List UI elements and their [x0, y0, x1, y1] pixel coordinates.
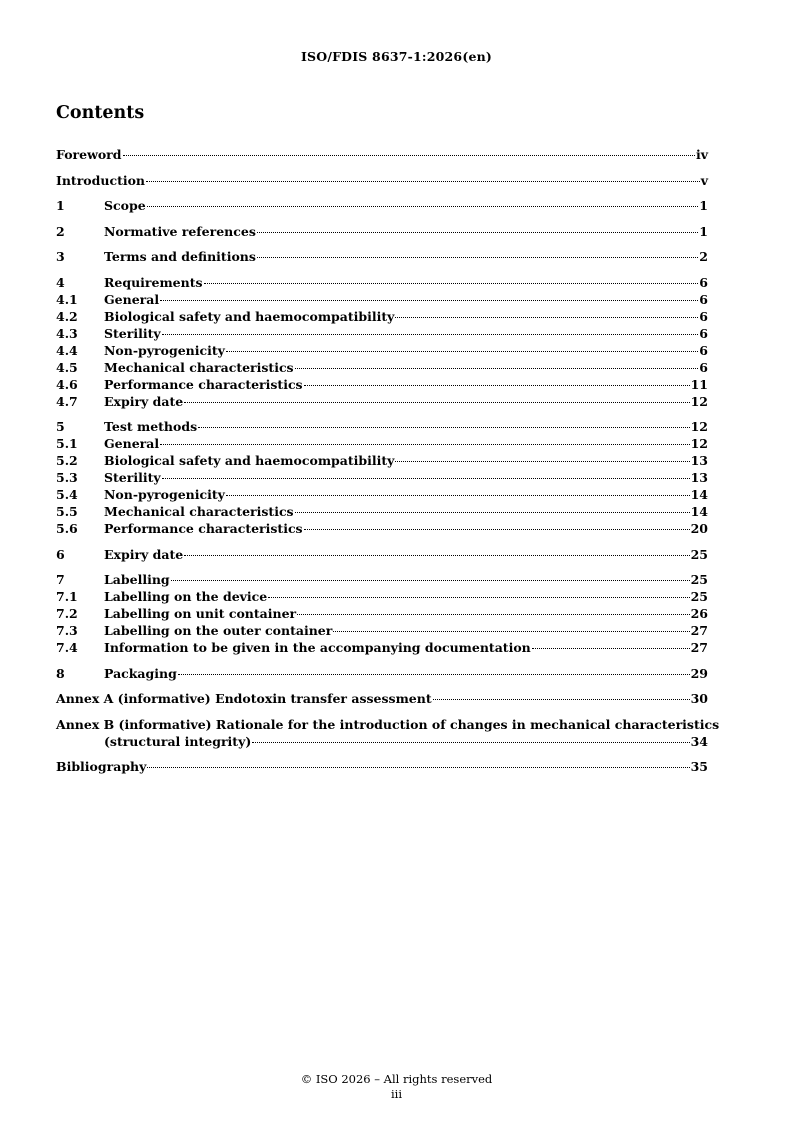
- toc-entries: [56, 146, 708, 707]
- toc-entry[interactable]: [56, 588, 708, 605]
- dot-leader: [184, 402, 689, 403]
- toc-entry[interactable]: [56, 622, 708, 639]
- toc-entry-text: Non-pyrogenicity: [104, 342, 225, 358]
- toc-entry-text: Terms and definitions: [104, 249, 256, 264]
- toc-entry[interactable]: [56, 639, 708, 656]
- toc-entry-page: v: [700, 172, 708, 188]
- toc-entry[interactable]: [56, 172, 708, 189]
- dot-leader: [304, 385, 690, 386]
- toc-entry-page: 6: [699, 291, 708, 307]
- dot-leader: [532, 648, 690, 649]
- toc-entry[interactable]: [56, 359, 708, 376]
- toc-entry-number: 4.7: [56, 393, 78, 409]
- toc-entry-page: 34: [690, 733, 708, 749]
- toc-entry-text: General: [104, 436, 160, 451]
- dot-leader: [123, 155, 695, 156]
- toc-entry[interactable]: [56, 248, 708, 265]
- toc-entry-text: Expiry date: [104, 393, 184, 409]
- toc-entry-text: Packaging: [104, 665, 177, 681]
- toc-entry-number: 7.2: [56, 606, 78, 621]
- toc-entry[interactable]: [56, 197, 708, 214]
- dot-leader: [268, 597, 689, 598]
- toc-entry-page: 27: [690, 640, 708, 655]
- toc-entry-page: 12: [690, 393, 708, 409]
- toc-entry-number: 4.1: [56, 291, 78, 307]
- dot-leader: [147, 767, 689, 768]
- dot-leader: [160, 300, 698, 301]
- toc-entry-page: 6: [699, 274, 708, 290]
- dot-leader: [160, 444, 689, 445]
- toc-entry-page: 27: [690, 623, 708, 638]
- toc-entry[interactable]: [56, 571, 708, 588]
- toc-entry[interactable]: [56, 452, 708, 469]
- contents-title: Contents: [56, 103, 145, 123]
- toc-entry-number: 5: [56, 419, 65, 434]
- toc-entry[interactable]: [56, 342, 708, 359]
- dot-leader: [395, 461, 689, 462]
- toc-entry-text: Labelling on the device: [104, 589, 268, 604]
- toc-entry-page: 11: [690, 376, 708, 392]
- toc-entry-page: 26: [690, 606, 708, 621]
- toc-entry-text: Requirements: [104, 274, 203, 290]
- copyright-notice: © ISO 2026 – All rights reserved: [300, 1072, 493, 1086]
- toc-entry-number: 7.3: [56, 623, 78, 638]
- toc-entry-text: Labelling: [104, 572, 170, 587]
- toc-entry-page: iv: [695, 147, 708, 162]
- dot-leader: [395, 317, 698, 318]
- toc-entry-page: 12: [690, 436, 708, 451]
- toc-entry-text: Scope: [104, 198, 146, 213]
- toc-entry-number: 5.3: [56, 470, 78, 485]
- dot-leader: [171, 580, 690, 581]
- toc-entry-number: 1: [56, 198, 65, 213]
- toc-entry[interactable]: [56, 690, 708, 707]
- toc-entry-page: 13: [690, 470, 708, 485]
- dot-leader: [226, 351, 698, 352]
- toc-entry-page: 6: [699, 308, 708, 324]
- toc-entry-text: Sterility: [104, 470, 161, 485]
- toc-entry[interactable]: [56, 546, 708, 563]
- dot-leader: [257, 257, 698, 258]
- toc-entry-page: 14: [690, 487, 708, 502]
- toc-entry-text: Labelling on the outer container: [104, 623, 333, 638]
- toc-entry-page: 14: [690, 504, 708, 519]
- toc-entry[interactable]: [56, 520, 708, 537]
- toc-entry-bibliography[interactable]: [56, 758, 708, 775]
- toc-entry-text: Biological safety and haemocompatibility: [104, 453, 395, 468]
- toc-entry-text: Annex A (informative) Endotoxin transfer assessment: [56, 691, 432, 706]
- toc-entry[interactable]: [56, 376, 708, 393]
- dot-leader: [304, 529, 690, 530]
- toc-entry-text: Information to be given in the accompanying documentation: [104, 640, 531, 655]
- toc-entry[interactable]: [56, 469, 708, 486]
- dot-leader: [297, 614, 689, 615]
- toc-entry-page: 25: [690, 546, 708, 562]
- page-footer: [0, 1072, 793, 1102]
- toc-entry[interactable]: [56, 435, 708, 452]
- toc-entry-text: Performance characteristics: [104, 521, 303, 536]
- toc-entry-text: Mechanical characteristics: [104, 359, 294, 375]
- toc-entry-text: Bibliography: [56, 759, 147, 774]
- toc-entry-page: 20: [690, 521, 708, 536]
- toc-entry[interactable]: [56, 605, 708, 622]
- dot-leader: [184, 555, 689, 556]
- document-header: ISO/FDIS 8637-1:2026(en): [300, 49, 493, 64]
- toc-entry-page: 29: [690, 665, 708, 681]
- dot-leader: [257, 232, 698, 233]
- toc-entry-number: 4.6: [56, 376, 78, 392]
- page-number: iii: [390, 1087, 403, 1101]
- toc-entry-page: 6: [699, 342, 708, 358]
- toc-entry-number: 5.4: [56, 487, 78, 502]
- toc-entry-number: 7: [56, 572, 65, 587]
- toc-entry[interactable]: [56, 486, 708, 503]
- toc-entry-text: General: [104, 291, 160, 307]
- toc-entry-number: 6: [56, 546, 65, 562]
- toc-entry-number: 4.5: [56, 359, 78, 375]
- toc-entry-page: 35: [690, 759, 708, 774]
- dot-leader: [178, 674, 690, 675]
- dot-leader: [198, 427, 689, 428]
- dot-leader: [295, 512, 690, 513]
- toc-entry-number: 5.5: [56, 504, 78, 519]
- dot-leader: [333, 631, 689, 632]
- toc-entry-text: Non-pyrogenicity: [104, 487, 225, 502]
- toc-entry-number: 3: [56, 249, 65, 264]
- dot-leader: [433, 699, 690, 700]
- toc-entry-text: Introduction: [56, 172, 146, 188]
- toc-entry[interactable]: [56, 308, 708, 325]
- toc-entry[interactable]: [56, 291, 708, 308]
- toc-entry[interactable]: [56, 274, 708, 291]
- toc-entry-page: 12: [690, 419, 708, 434]
- toc-entry-page: 30: [690, 691, 708, 706]
- toc-entry-page: 25: [690, 572, 708, 587]
- toc-entry-text: Expiry date: [104, 546, 184, 562]
- toc-entry-text: Mechanical characteristics: [104, 504, 294, 519]
- toc-entry-number: 4.4: [56, 342, 78, 358]
- toc-entry[interactable]: [56, 325, 708, 342]
- dot-leader: [146, 181, 700, 182]
- toc-entry[interactable]: [56, 418, 708, 435]
- dot-leader: [147, 206, 699, 207]
- toc-entry-number: 5.1: [56, 436, 78, 451]
- toc-entry[interactable]: [56, 665, 708, 682]
- dot-leader: [162, 478, 690, 479]
- toc-entry-text: Sterility: [104, 325, 161, 341]
- dot-leader: [226, 495, 690, 496]
- toc-entry-text: Annex B (informative) Rationale for the introduction of changes in mechanical characteristics: [56, 716, 720, 732]
- toc-entry-text: Test methods: [104, 419, 198, 434]
- toc-entry-text: Performance characteristics: [104, 376, 303, 392]
- toc-entry[interactable]: [56, 223, 708, 240]
- toc-entry-number: 4.3: [56, 325, 78, 341]
- toc-entry[interactable]: [56, 393, 708, 410]
- toc-entry-number: 2: [56, 223, 65, 239]
- toc-entry-number: 4: [56, 274, 65, 290]
- toc-entry-number: 7.1: [56, 589, 78, 604]
- toc-entry-text: Foreword: [56, 147, 122, 162]
- table-of-contents: [56, 146, 720, 775]
- toc-entry-text-continued: (structural integrity): [104, 733, 252, 749]
- toc-entry-number: 5.6: [56, 521, 78, 536]
- toc-entry-text: Biological safety and haemocompatibility: [104, 308, 395, 324]
- toc-entry-annex-b[interactable]: [56, 716, 720, 750]
- toc-entry[interactable]: [56, 503, 708, 520]
- toc-entry-page: 1: [699, 223, 708, 239]
- toc-entry-text: Labelling on unit container: [104, 606, 297, 621]
- dot-leader: [204, 283, 699, 284]
- toc-entry-number: 7.4: [56, 640, 78, 655]
- dot-leader: [295, 368, 699, 369]
- toc-entry-page: 6: [699, 359, 708, 375]
- toc-entry-page: 25: [690, 589, 708, 604]
- toc-entry-number: 5.2: [56, 453, 78, 468]
- toc-entry-number: 4.2: [56, 308, 78, 324]
- toc-entry-number: 8: [56, 665, 65, 681]
- dot-leader: [252, 742, 689, 743]
- toc-entry-page: 6: [699, 325, 708, 341]
- toc-entry-text: Normative references: [104, 223, 256, 239]
- toc-entry[interactable]: [56, 146, 708, 163]
- toc-entry-page: 1: [699, 198, 708, 213]
- dot-leader: [162, 334, 699, 335]
- toc-entry-page: 2: [699, 249, 708, 264]
- toc-entry-page: 13: [690, 453, 708, 468]
